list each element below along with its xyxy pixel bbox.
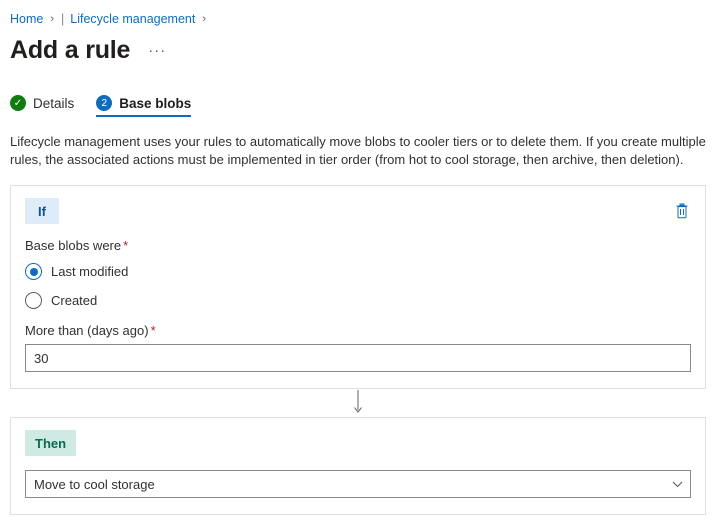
then-action-card: [10, 417, 706, 515]
if-chip: If: [25, 198, 59, 224]
flow-connector: [10, 389, 706, 417]
then-chip: Then: [25, 430, 76, 456]
check-icon: ✓: [10, 95, 26, 111]
required-asterisk-days: *: [150, 323, 156, 338]
radio-last-modified-icon[interactable]: [25, 263, 42, 280]
tab-details[interactable]: [10, 95, 74, 117]
more-options-icon[interactable]: ···: [148, 42, 167, 59]
radio-created-icon[interactable]: [25, 292, 42, 309]
more-than-days-text: More than (days ago): [25, 323, 149, 338]
wizard-tabs: [10, 87, 706, 117]
trash-icon[interactable]: [673, 202, 691, 220]
base-blobs-were-text: Base blobs were: [25, 238, 122, 253]
page-title: Add a rule: [10, 36, 131, 64]
breadcrumb-item-lifecycle-management[interactable]: Lifecycle management: [70, 12, 196, 26]
radio-created[interactable]: [25, 292, 691, 309]
tab-base-blobs-label: Base blobs: [119, 95, 192, 111]
breadcrumb-pipe: |: [61, 12, 65, 26]
base-blobs-were-label: [25, 238, 691, 253]
radio-last-modified[interactable]: [25, 263, 691, 280]
tab-base-blobs[interactable]: [96, 95, 191, 117]
days-ago-input[interactable]: [25, 344, 691, 372]
page-description: Lifecycle management uses your rules to automatically move blobs to cooler tiers or to delete them. If you create multiple rules, the associated actions must be implemented in tier order (from hot to cool storage, then archive, then deletion).: [10, 134, 706, 167]
breadcrumb-separator-icon-2: ›: [202, 13, 207, 25]
down-arrow-icon: [352, 390, 364, 416]
tab-details-label: Details: [33, 95, 75, 111]
title-row: [10, 36, 706, 65]
then-card-header: [25, 430, 691, 456]
action-select[interactable]: Move to cool storage: [25, 470, 691, 498]
required-asterisk: *: [123, 238, 129, 253]
action-select-wrap: [25, 470, 691, 498]
if-condition-card: [10, 185, 706, 389]
radio-last-modified-label: Last modified: [51, 264, 129, 279]
breadcrumb-item-home[interactable]: Home: [10, 12, 44, 26]
breadcrumb-separator-icon: ›: [50, 13, 55, 25]
radio-created-label: Created: [51, 293, 98, 308]
more-than-days-label: [25, 323, 691, 338]
if-card-header: [25, 198, 691, 224]
step-number-badge: 2: [96, 95, 112, 111]
breadcrumb: [10, 10, 706, 28]
